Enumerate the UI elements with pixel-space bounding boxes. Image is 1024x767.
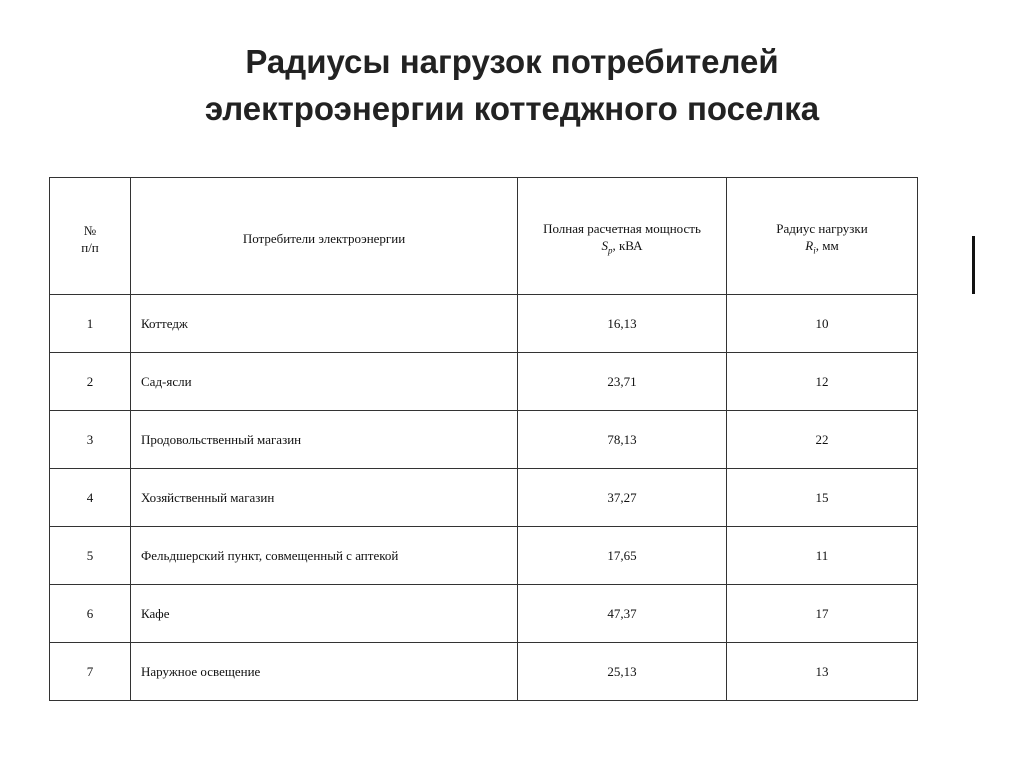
row-radius: 10 [727,295,918,353]
header-number-line2: п/п [81,240,99,255]
row-number: 3 [50,411,131,469]
row-consumer: Наружное освещение [131,643,518,701]
row-power: 78,13 [518,411,727,469]
table-row [50,469,918,527]
table-header-row [50,178,918,295]
row-power: 23,71 [518,353,727,411]
table-row [50,295,918,353]
header-power-subscript: p [607,245,613,256]
header-number-line1: № [83,223,97,238]
row-power: 47,37 [518,585,727,643]
row-radius: 15 [727,469,918,527]
header-radius-symbol: R [805,238,814,253]
row-number: 2 [50,353,131,411]
header-power-symbol: S [601,238,608,253]
row-number: 7 [50,643,131,701]
page-title [0,38,1024,132]
vertical-bar-divider [972,236,975,294]
header-radius-line1: Радиус нагрузки [776,221,868,236]
row-radius: 12 [727,353,918,411]
header-number [50,178,131,295]
row-consumer: Фельдшерский пункт, совмещенный с аптекой [131,527,518,585]
table-row [50,353,918,411]
row-consumer: Коттедж [131,295,518,353]
header-consumer [131,178,518,295]
row-radius: 11 [727,527,918,585]
row-power: 25,13 [518,643,727,701]
row-power: 37,27 [518,469,727,527]
row-number: 1 [50,295,131,353]
header-radius-subscript: i [813,245,816,256]
row-radius: 22 [727,411,918,469]
row-radius: 17 [727,585,918,643]
table-row [50,643,918,701]
row-consumer: Кафе [131,585,518,643]
row-consumer: Сад-ясли [131,353,518,411]
row-number: 4 [50,469,131,527]
table-row [50,585,918,643]
row-radius: 13 [727,643,918,701]
row-power: 16,13 [518,295,727,353]
load-radius-table [49,177,918,701]
row-number: 5 [50,527,131,585]
row-number: 6 [50,585,131,643]
header-power-unit: , кВА [612,238,643,253]
header-power-line1: Полная расчетная мощность [543,221,701,236]
header-radius-unit: , мм [815,238,839,253]
row-consumer: Хозяйственный магазин [131,469,518,527]
title-line-1: Радиусы нагрузок потребителей [245,43,779,80]
header-radius [727,178,918,295]
title-line-2: электроэнергии коттеджного поселка [204,90,820,127]
table-row [50,411,918,469]
table-row [50,527,918,585]
header-power [518,178,727,295]
header-consumer-label: Потребители электроэнергии [242,231,406,246]
row-consumer: Продовольственный магазин [131,411,518,469]
row-power: 17,65 [518,527,727,585]
